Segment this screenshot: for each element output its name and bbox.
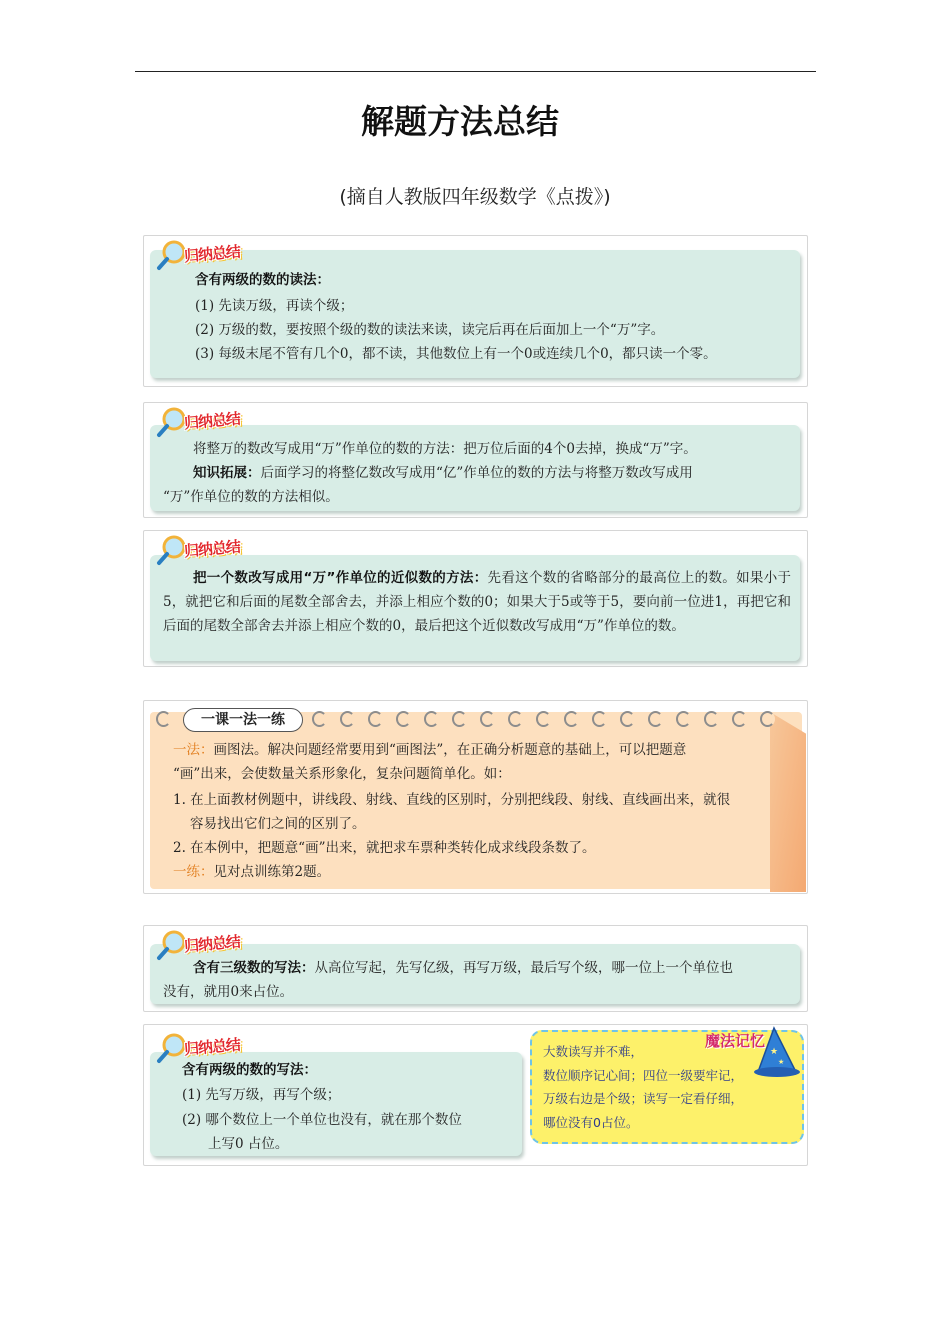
card1-heading: 含有两级的数的读法： (195, 272, 330, 288)
ring-icon (536, 711, 551, 727)
card1-item-1: (1) 先读万级，再读个级； (195, 298, 354, 314)
ring-icon (396, 711, 411, 727)
memo-line-2: 数位顺序记心间；四位一级要牢记， (543, 1067, 744, 1083)
badge-label: 归纳总结 (183, 932, 241, 956)
card4-line: 含有三级数的写法：从高位写起，先写亿级，再写万级，最后写个级，哪一位上一个单位也 (193, 960, 733, 976)
badge-label: 归纳总结 (183, 1035, 241, 1059)
ring-icon (424, 711, 439, 727)
summary-badge-2 (156, 404, 268, 438)
ring-icon (592, 711, 607, 727)
lesson-panel-fold (770, 712, 806, 892)
card1-item-3: (3) 每级末尾不管有几个0，都不读，其他数位上有一个0或连续几个0，都只读一个零。 (195, 346, 717, 362)
ring-icon (704, 711, 719, 727)
document-title: 解题方法总结 (361, 102, 559, 141)
ring-icon (156, 711, 171, 727)
svg-text:★: ★ (770, 1047, 779, 1057)
lesson-point-1-cont: 容易找出它们之间的区别了。 (190, 816, 366, 832)
memo-line-1: 大数读写并不难， (543, 1044, 644, 1059)
card2-line-1: 将整万的数改写成用“万”作单位的数的方法：把万位后面的4个0去掉，换成“万”字。 (193, 441, 697, 457)
ring-icon (340, 711, 355, 727)
lesson-method: 一法：画图法。解决问题经常要用到“画图法”，在正确分析题意的基础上，可以把题意 (173, 742, 687, 758)
ring-icon (732, 711, 747, 727)
lesson-point-1: 1. 在上面教材例题中，讲线段、射线、直线的区别时，分别把线段、射线、直线画出来，就很 (173, 792, 731, 808)
badge-label: 归纳总结 (183, 537, 241, 561)
memo-line-4: 哪位没有0占位。 (543, 1114, 639, 1130)
card1-item-2: (2) 万级的数，要按照个级的数的读法来读，读完后再在后面加上一个“万”字。 (195, 322, 665, 338)
document-subtitle: (摘自人教版四年级数学《点拨》) (339, 186, 611, 208)
memo-text (543, 1040, 743, 1134)
ring-icon (452, 711, 467, 727)
svg-text:★: ★ (778, 1058, 785, 1066)
lesson-practice: 一练：见对点训练第2题。 (173, 864, 331, 880)
summary-badge-3 (156, 532, 268, 566)
card4-tail: 没有，就用0来占位。 (163, 984, 294, 1000)
ring-icon (620, 711, 635, 727)
lesson-method-cont: “画”出来，会使数量关系形象化，复杂问题简单化。如： (173, 766, 511, 782)
ring-icon (676, 711, 691, 727)
card5-item-2: (2) 哪个数位上一个单位也没有，就在那个数位 (182, 1112, 462, 1128)
ring-icon (648, 711, 663, 727)
memo-title: 魔法记忆 (705, 1032, 766, 1050)
ring-icon (760, 711, 775, 727)
badge-label: 归纳总结 (183, 242, 241, 266)
ring-icon (480, 711, 495, 727)
card3-paragraph: 把一个数改写成用“万”作单位的近似数的方法：先看这个数的省略部分的最高位上的数。如果小于5，就把它和后面的尾数全部舍去，并添上相应个数的0；如果大于5或等于5，要向前一位进1，再把它和后面的尾数全部舍去并添上相应个数的0，最后把这个近似数改写成用“万”作单位的数。 (163, 570, 792, 634)
ring-icon (508, 711, 523, 727)
card5-heading: 含有两级的数的写法： (182, 1062, 317, 1078)
top-rule (135, 71, 816, 72)
ring-icon (312, 711, 327, 727)
card5-item-1: (1) 先写万级，再写个级； (182, 1087, 341, 1103)
badge-label: 归纳总结 (183, 409, 241, 433)
card2-extension-tail: “万”作单位的数的方法相似。 (163, 489, 339, 505)
lesson-tag: 一课一法一练 (183, 708, 303, 732)
card5-item-3: 上写0 占位。 (208, 1136, 289, 1152)
lesson-point-2: 2. 在本例中，把题意“画”出来，就把求车票种类转化成求线段条数了。 (173, 840, 596, 856)
card2-extension: 知识拓展：后面学习的将整亿数改写成用“亿”作单位的数的方法与将整万数改写成用 (193, 465, 693, 481)
summary-badge-1 (156, 237, 268, 271)
memo-line-3: 万级右边是个级；读写一定看仔细， (543, 1091, 744, 1106)
ring-icon (368, 711, 383, 727)
ring-icon (564, 711, 579, 727)
